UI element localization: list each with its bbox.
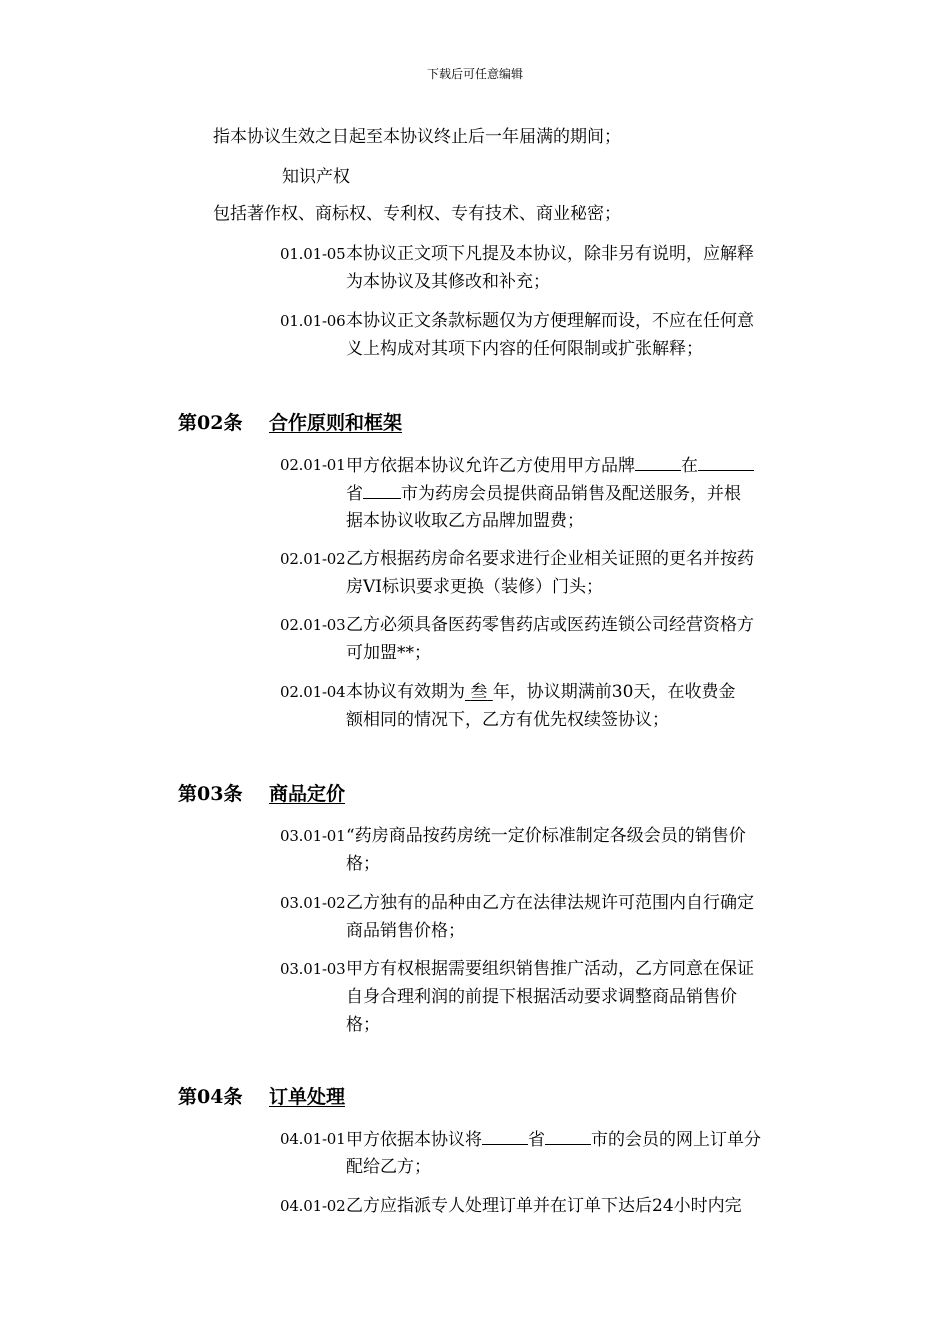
clause-line: 可加盟**； <box>346 643 431 663</box>
definition-ip-term: 知识产权 <box>282 167 350 187</box>
clause-line: 乙方必须具备医药零售药店或医药连锁公司经营资格方 <box>346 615 754 635</box>
province-blank[interactable] <box>698 451 754 471</box>
clause-line: 乙方应指派专人处理订单并在订单下达后24小时内完 <box>346 1196 742 1216</box>
clause-line: 本协议有效期为 叁 年，协议期满前30天，在收费金 <box>346 682 736 702</box>
clause-number: 02.01-02 <box>280 550 346 568</box>
definition-ip-text: 包括著作权、商标权、专利权、专有技术、商业秘密； <box>213 204 621 224</box>
clause-line: 配给乙方； <box>346 1157 431 1177</box>
city-blank[interactable] <box>363 479 401 499</box>
clause-number: 04.01-02 <box>280 1197 346 1215</box>
section-04-heading <box>178 1083 346 1111</box>
section-number: 第02条 <box>178 412 243 434</box>
clause-line: 格； <box>346 1015 380 1035</box>
clause-line: 甲方有权根据需要组织销售推广活动，乙方同意在保证 <box>346 959 754 979</box>
section-03-heading <box>178 780 346 808</box>
clause-03-01-02 <box>280 889 808 945</box>
clause-line: 义上构成对其项下内容的任何限制或扩张解释； <box>346 339 703 359</box>
clause-line: 本协议正文项下凡提及本协议，除非另有说明，应解释 <box>346 244 754 264</box>
clause-line: 省 市为药房会员提供商品销售及配送服务，并根 <box>280 479 808 507</box>
term-years-value: 叁 <box>470 682 488 702</box>
clause-04-01-01 <box>280 1125 808 1181</box>
clause-number: 02.01-01 <box>280 456 346 474</box>
clause-line: 格； <box>346 854 380 874</box>
clause-line: 据本协议收取乙方品牌加盟费； <box>346 511 584 531</box>
clause-line: 乙方根据药房命名要求进行企业相关证照的更名并按药 <box>346 549 754 569</box>
section-number: 第03条 <box>178 783 243 805</box>
clause-number: 02.01-03 <box>280 616 346 634</box>
clause-01-01-06 <box>280 307 808 363</box>
clause-line: 商品销售价格； <box>346 921 465 941</box>
clause-number: 03.01-03 <box>280 960 346 978</box>
clause-number: 03.01-01 <box>280 827 346 845</box>
definition-period-text: 指本协议生效之日起至本协议终止后一年届满的期间； <box>213 127 621 147</box>
province-blank[interactable] <box>482 1125 528 1145</box>
clause-number: 01.01-05 <box>280 245 346 263</box>
clause-line: “药房商品按药房统一定价标准制定各级会员的销售价 <box>346 826 746 846</box>
clause-04-01-02 <box>280 1192 808 1220</box>
section-title: 合作原则和框架 <box>269 412 403 434</box>
clause-number: 02.01-04 <box>280 683 346 701</box>
clause-number: 03.01-02 <box>280 894 346 912</box>
clause-number: 04.01-01 <box>280 1130 346 1148</box>
clause-line: 房VI标识要求更换（装修）门头； <box>346 577 603 597</box>
clause-line: 本协议正文条款标题仅为方便理解而设，不应在任何意 <box>346 311 754 331</box>
clause-line: 甲方依据本协议允许乙方使用甲方品牌 在 <box>280 451 808 479</box>
section-02-heading <box>178 409 403 437</box>
clause-line: 乙方独有的品种由乙方在法律法规许可范围内自行确定 <box>346 893 754 913</box>
section-number: 第04条 <box>178 1086 243 1108</box>
city-blank[interactable] <box>545 1125 591 1145</box>
page-header: 下载后可任意编辑 <box>426 67 523 81</box>
clause-02-01-04 <box>280 678 808 734</box>
section-title: 订单处理 <box>269 1086 346 1108</box>
clause-02-01-02 <box>280 545 808 601</box>
clause-02-01-01 <box>280 451 808 535</box>
clause-line: 甲方依据本协议将 省 市的会员的网上订单分 <box>280 1125 808 1153</box>
clause-line: 额相同的情况下，乙方有优先权续签协议； <box>346 710 669 730</box>
brand-blank[interactable] <box>635 451 681 471</box>
clause-03-01-01 <box>280 822 808 878</box>
clause-line: 自身合理利润的前提下根据活动要求调整商品销售价 <box>346 987 737 1007</box>
clause-02-01-03 <box>280 611 808 667</box>
section-title: 商品定价 <box>269 783 346 805</box>
clause-line: 为本协议及其修改和补充； <box>346 272 550 292</box>
clause-number: 01.01-06 <box>280 312 346 330</box>
clause-01-01-05 <box>280 240 808 296</box>
clause-03-01-03 <box>280 955 808 1039</box>
